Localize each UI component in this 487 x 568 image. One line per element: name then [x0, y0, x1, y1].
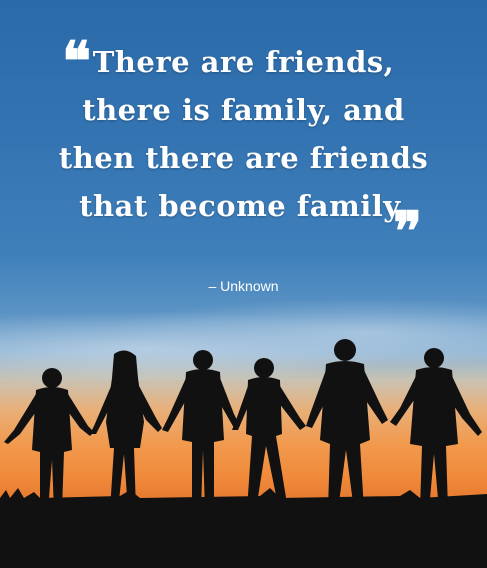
- person-6: [390, 348, 482, 510]
- quote-line-4: that become family.: [79, 189, 408, 223]
- people-silhouette: [0, 330, 487, 568]
- person-4: [232, 358, 306, 510]
- ground: [0, 498, 487, 568]
- quote-line-3: then there are friends: [58, 141, 429, 175]
- open-quote-icon: ❝: [62, 29, 92, 93]
- close-quote-icon: ❞: [393, 199, 423, 263]
- quote-line-1: There are friends,: [92, 45, 395, 79]
- person-3: [162, 350, 240, 510]
- person-2: [90, 350, 162, 510]
- quote-attribution: – Unknown: [208, 278, 279, 294]
- person-5: [306, 339, 388, 510]
- quote-line-2: there is family, and: [82, 93, 405, 127]
